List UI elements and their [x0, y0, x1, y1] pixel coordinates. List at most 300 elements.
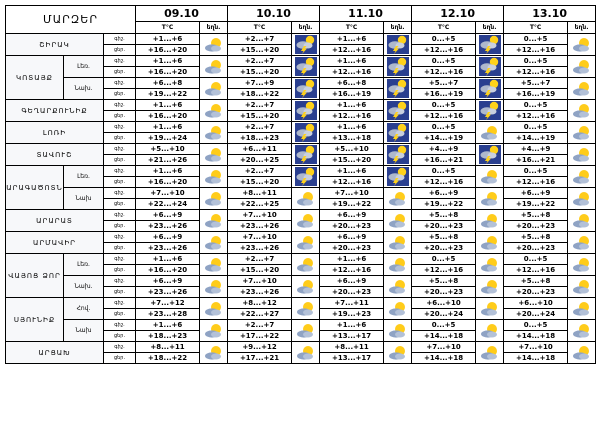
partly-cloudy-icon: [200, 232, 228, 254]
day-temp: +14...+19: [412, 133, 476, 144]
night-label: գիշ.: [104, 166, 136, 177]
partly-cloudy-icon: [292, 342, 320, 364]
date-header: 12.10: [412, 6, 504, 22]
night-temp: +7...+10: [320, 188, 384, 199]
night-temp: +8...+12: [228, 298, 292, 309]
day-temp: +18...+22: [136, 353, 200, 364]
night-label: գիշ.: [104, 78, 136, 89]
partly-cloudy-icon: [200, 320, 228, 342]
night-temp: +7...+10: [228, 232, 292, 243]
night-temp: 0...+5: [504, 320, 568, 331]
night-temp: +6...+8: [320, 78, 384, 89]
partly-cloudy-icon: [200, 276, 228, 298]
day-temp: +12...+16: [320, 111, 384, 122]
weather-header: եղն.: [292, 22, 320, 34]
night-label: գիշ.: [104, 254, 136, 265]
night-temp: +6...+9: [320, 210, 384, 221]
day-temp: +12...+16: [320, 177, 384, 188]
temp-header: T°C: [504, 22, 568, 34]
day-temp: +12...+16: [504, 111, 568, 122]
partly-cloudy-icon: [384, 342, 412, 364]
night-temp: +1...+6: [136, 320, 200, 331]
thunderstorm-icon: [384, 144, 412, 166]
night-temp: +6...+9: [136, 210, 200, 221]
night-temp: +4...+9: [504, 144, 568, 155]
day-temp: +22...+24: [136, 199, 200, 210]
partly-cloudy-icon: [384, 298, 412, 320]
partly-cloudy-icon: [476, 254, 504, 276]
night-temp: +1...+6: [136, 34, 200, 45]
partly-cloudy-icon: [292, 298, 320, 320]
day-temp: +14...+19: [504, 133, 568, 144]
partly-cloudy-icon: [200, 34, 228, 56]
partly-cloudy-icon: [568, 254, 596, 276]
day-temp: +12...+16: [412, 45, 476, 56]
day-temp: +12...+16: [504, 265, 568, 276]
partly-cloudy-icon: [200, 254, 228, 276]
temp-header: T°C: [136, 22, 200, 34]
partly-cloudy-icon: [568, 342, 596, 364]
night-temp: +5...+10: [136, 144, 200, 155]
day-temp: +20...+23: [320, 243, 384, 254]
day-temp: +18...+23: [228, 133, 292, 144]
night-label: գիշ.: [104, 144, 136, 155]
night-temp: +8...+11: [136, 342, 200, 353]
partly-cloudy-icon: [384, 232, 412, 254]
region-name: ՎԱՅՈՑ ՁՈՐ: [6, 254, 64, 298]
night-temp: +1...+6: [320, 34, 384, 45]
partly-cloudy-icon: [568, 100, 596, 122]
subregion-name: Լեռ.: [64, 56, 104, 78]
region-name: ՏԱՎՈՒՇ: [6, 144, 104, 166]
night-temp: +6...+8: [136, 78, 200, 89]
partly-cloudy-icon: [568, 232, 596, 254]
night-temp: +6...+9: [412, 188, 476, 199]
thunderstorm-icon: [476, 34, 504, 56]
day-temp: +20...+23: [504, 243, 568, 254]
partly-cloudy-icon: [476, 166, 504, 188]
night-temp: +5...+7: [504, 78, 568, 89]
partly-cloudy-icon: [568, 56, 596, 78]
partly-cloudy-icon: [476, 276, 504, 298]
night-temp: +2...+7: [228, 34, 292, 45]
day-temp: +23...+26: [228, 243, 292, 254]
table-row: [6, 166, 596, 177]
partly-cloudy-icon: [568, 122, 596, 144]
day-temp: +13...+17: [320, 353, 384, 364]
weather-header: եղն.: [476, 22, 504, 34]
region-name: ԼՈՌԻ: [6, 122, 104, 144]
temp-header: T°C: [320, 22, 384, 34]
date-header: 09.10: [136, 6, 228, 22]
thunderstorm-icon: [476, 56, 504, 78]
subregion-name: Նախ: [64, 320, 104, 342]
weather-header: եղն.: [200, 22, 228, 34]
night-temp: +6...+9: [504, 188, 568, 199]
table-row: [6, 56, 596, 67]
partly-cloudy-icon: [200, 144, 228, 166]
table-row: [6, 276, 596, 287]
date-header: 13.10: [504, 6, 596, 22]
partly-cloudy-icon: [292, 210, 320, 232]
day-temp: +20...+24: [412, 309, 476, 320]
partly-cloudy-icon: [568, 298, 596, 320]
partly-cloudy-icon: [384, 254, 412, 276]
night-temp: +1...+6: [136, 254, 200, 265]
day-temp: +20...+23: [504, 221, 568, 232]
day-temp: +20...+25: [228, 155, 292, 166]
day-temp: +21...+26: [136, 155, 200, 166]
night-temp: +1...+6: [136, 122, 200, 133]
night-temp: +1...+6: [320, 56, 384, 67]
partly-cloudy-icon: [476, 210, 504, 232]
day-temp: +12...+16: [504, 67, 568, 78]
night-temp: +2...+7: [228, 254, 292, 265]
partly-cloudy-icon: [476, 320, 504, 342]
day-label: ցեր.: [104, 309, 136, 320]
night-temp: 0...+5: [412, 56, 476, 67]
day-label: ցեր.: [104, 199, 136, 210]
thunderstorm-icon: [384, 78, 412, 100]
night-label: գիշ.: [104, 210, 136, 221]
night-label: գիշ.: [104, 232, 136, 243]
day-temp: +20...+23: [412, 221, 476, 232]
thunderstorm-icon: [292, 34, 320, 56]
day-label: ցեր.: [104, 89, 136, 100]
night-temp: +6...+10: [504, 298, 568, 309]
day-temp: +20...+23: [412, 287, 476, 298]
day-temp: +19...+24: [136, 133, 200, 144]
night-temp: +2...+7: [228, 56, 292, 67]
night-temp: +5...+8: [412, 232, 476, 243]
day-label: ցեր.: [104, 45, 136, 56]
night-temp: +7...+10: [228, 276, 292, 287]
thunderstorm-icon: [292, 122, 320, 144]
subregion-name: Նախ.: [64, 276, 104, 298]
night-temp: +5...+8: [504, 276, 568, 287]
partly-cloudy-icon: [476, 122, 504, 144]
partly-cloudy-icon: [568, 144, 596, 166]
day-label: ցեր.: [104, 111, 136, 122]
night-temp: +7...+10: [412, 342, 476, 353]
date-header: 10.10: [228, 6, 320, 22]
night-temp: 0...+5: [412, 122, 476, 133]
day-label: ցեր.: [104, 177, 136, 188]
region-name: ԳԵՂԱՐՔՈՒՆԻՔ: [6, 100, 104, 122]
temp-header: T°C: [228, 22, 292, 34]
partly-cloudy-icon: [200, 122, 228, 144]
thunderstorm-icon: [384, 34, 412, 56]
day-label: ցեր.: [104, 155, 136, 166]
table-row: [6, 342, 596, 353]
day-temp: +22...+25: [228, 199, 292, 210]
day-temp: +12...+16: [320, 67, 384, 78]
thunderstorm-icon: [476, 144, 504, 166]
table-row: [6, 100, 596, 111]
night-temp: +5...+7: [412, 78, 476, 89]
day-temp: +19...+22: [320, 199, 384, 210]
night-label: գիշ.: [104, 56, 136, 67]
night-temp: +1...+6: [136, 166, 200, 177]
day-temp: +19...+22: [504, 199, 568, 210]
day-temp: +20...+23: [412, 243, 476, 254]
night-temp: +6...+11: [228, 144, 292, 155]
partly-cloudy-icon: [200, 166, 228, 188]
date-header: 11.10: [320, 6, 412, 22]
night-temp: 0...+5: [504, 122, 568, 133]
day-temp: +23...+26: [228, 221, 292, 232]
temp-header: T°C: [412, 22, 476, 34]
night-label: գիշ.: [104, 320, 136, 331]
night-temp: +5...+10: [320, 144, 384, 155]
day-temp: +20...+24: [504, 309, 568, 320]
night-temp: 0...+5: [412, 34, 476, 45]
partly-cloudy-icon: [200, 56, 228, 78]
day-temp: +14...+18: [504, 331, 568, 342]
night-temp: +1...+6: [320, 320, 384, 331]
day-temp: +16...+20: [136, 111, 200, 122]
day-temp: +14...+18: [504, 353, 568, 364]
night-temp: +6...+9: [320, 276, 384, 287]
day-temp: +16...+20: [136, 265, 200, 276]
partly-cloudy-icon: [200, 342, 228, 364]
day-temp: +15...+20: [320, 155, 384, 166]
day-temp: +17...+22: [228, 331, 292, 342]
day-temp: +12...+16: [412, 67, 476, 78]
table-row: [6, 210, 596, 221]
night-temp: +2...+7: [228, 100, 292, 111]
day-temp: +16...+19: [412, 89, 476, 100]
partly-cloudy-icon: [568, 166, 596, 188]
night-label: գիշ.: [104, 122, 136, 133]
table-row: [6, 144, 596, 155]
day-temp: +19...+22: [136, 89, 200, 100]
day-temp: +16...+20: [136, 177, 200, 188]
thunderstorm-icon: [384, 100, 412, 122]
partly-cloudy-icon: [568, 210, 596, 232]
day-temp: +23...+26: [228, 287, 292, 298]
day-temp: +23...+28: [136, 309, 200, 320]
night-temp: +5...+8: [412, 276, 476, 287]
table-row: [6, 232, 596, 243]
night-temp: +7...+9: [228, 78, 292, 89]
day-temp: +12...+16: [320, 265, 384, 276]
night-temp: +7...+12: [136, 298, 200, 309]
day-label: ցեր.: [104, 67, 136, 78]
region-name: ԱՐԱԳԱԾՈՏՆ: [6, 166, 64, 210]
night-temp: +7...+11: [320, 298, 384, 309]
day-temp: +16...+19: [504, 89, 568, 100]
subregion-name: Լեռ.: [64, 166, 104, 188]
partly-cloudy-icon: [200, 78, 228, 100]
partly-cloudy-icon: [292, 320, 320, 342]
day-temp: +20...+23: [320, 221, 384, 232]
day-temp: +23...+26: [136, 287, 200, 298]
thunderstorm-icon: [384, 56, 412, 78]
day-temp: +20...+23: [504, 287, 568, 298]
thunderstorm-icon: [292, 144, 320, 166]
subregion-name: Հով.: [64, 298, 104, 320]
partly-cloudy-icon: [568, 276, 596, 298]
partly-cloudy-icon: [384, 188, 412, 210]
partly-cloudy-icon: [200, 210, 228, 232]
day-label: ցեր.: [104, 287, 136, 298]
thunderstorm-icon: [292, 78, 320, 100]
day-temp: +19...+22: [412, 199, 476, 210]
partly-cloudy-icon: [384, 320, 412, 342]
night-temp: 0...+5: [412, 254, 476, 265]
table-row: [6, 254, 596, 265]
day-temp: +13...+18: [320, 133, 384, 144]
day-temp: +15...+20: [228, 111, 292, 122]
night-temp: +8...+11: [320, 342, 384, 353]
day-temp: +16...+21: [412, 155, 476, 166]
region-name: ԱՐՄԱՎԻՐ: [6, 232, 104, 254]
table-row: [6, 320, 596, 331]
region-name: ՍՅՈՒՆԻՔ: [6, 298, 64, 342]
partly-cloudy-icon: [200, 188, 228, 210]
day-label: ցեր.: [104, 221, 136, 232]
partly-cloudy-icon: [200, 100, 228, 122]
thunderstorm-icon: [384, 122, 412, 144]
subregion-name: Լեռ.: [64, 254, 104, 276]
day-temp: +14...+18: [412, 353, 476, 364]
partly-cloudy-icon: [568, 34, 596, 56]
partly-cloudy-icon: [476, 188, 504, 210]
thunderstorm-icon: [476, 78, 504, 100]
night-label: գիշ.: [104, 298, 136, 309]
day-temp: +22...+27: [228, 309, 292, 320]
forecast-table: [5, 5, 596, 364]
region-name: ՇԻՐԱԿ: [6, 34, 104, 56]
night-temp: +1...+6: [320, 254, 384, 265]
night-temp: 0...+5: [412, 100, 476, 111]
thunderstorm-icon: [384, 166, 412, 188]
day-temp: +18...+22: [228, 89, 292, 100]
day-temp: +16...+20: [136, 67, 200, 78]
weather-header: եղն.: [384, 22, 412, 34]
partly-cloudy-icon: [476, 342, 504, 364]
partly-cloudy-icon: [568, 188, 596, 210]
day-label: ցեր.: [104, 331, 136, 342]
partly-cloudy-icon: [384, 210, 412, 232]
day-temp: +17...+21: [228, 353, 292, 364]
day-temp: +18...+23: [136, 331, 200, 342]
day-label: ցեր.: [104, 133, 136, 144]
night-temp: 0...+5: [504, 166, 568, 177]
day-label: ցեր.: [104, 265, 136, 276]
night-temp: +1...+6: [320, 100, 384, 111]
night-temp: 0...+5: [504, 56, 568, 67]
partly-cloudy-icon: [568, 320, 596, 342]
partly-cloudy-icon: [292, 188, 320, 210]
table-title: ՄԱՐԶԵՐ: [6, 6, 136, 34]
night-temp: +2...+7: [228, 320, 292, 331]
day-temp: +16...+19: [320, 89, 384, 100]
day-temp: +12...+16: [412, 111, 476, 122]
night-temp: +6...+9: [136, 232, 200, 243]
partly-cloudy-icon: [292, 232, 320, 254]
night-temp: +1...+6: [136, 56, 200, 67]
night-temp: +6...+10: [412, 298, 476, 309]
partly-cloudy-icon: [200, 298, 228, 320]
night-temp: +5...+8: [412, 210, 476, 221]
night-temp: 0...+5: [412, 166, 476, 177]
day-temp: +12...+16: [320, 45, 384, 56]
day-temp: +15...+20: [228, 45, 292, 56]
region-name: ԱՐԱՐԱՏ: [6, 210, 104, 232]
partly-cloudy-icon: [568, 78, 596, 100]
weather-header: եղն.: [568, 22, 596, 34]
table-row: [6, 298, 596, 309]
day-label: ցեր.: [104, 353, 136, 364]
night-temp: +7...+10: [504, 342, 568, 353]
night-temp: +1...+6: [320, 122, 384, 133]
table-row: [6, 34, 596, 45]
table-row: [6, 78, 596, 89]
partly-cloudy-icon: [292, 276, 320, 298]
night-temp: +1...+6: [136, 100, 200, 111]
thunderstorm-icon: [476, 100, 504, 122]
night-temp: +2...+7: [228, 122, 292, 133]
night-temp: +1...+6: [320, 166, 384, 177]
day-temp: +12...+16: [504, 45, 568, 56]
day-temp: +14...+18: [412, 331, 476, 342]
table-row: [6, 122, 596, 133]
region-name: ԿՈՏԱՅՔ: [6, 56, 64, 100]
night-temp: +8...+11: [228, 188, 292, 199]
day-temp: +12...+16: [504, 177, 568, 188]
night-temp: +9...+12: [228, 342, 292, 353]
day-temp: +13...+17: [320, 331, 384, 342]
night-temp: 0...+5: [412, 320, 476, 331]
day-temp: +12...+16: [412, 265, 476, 276]
night-temp: +5...+8: [504, 232, 568, 243]
night-label: գիշ.: [104, 276, 136, 287]
night-label: գիշ.: [104, 342, 136, 353]
thunderstorm-icon: [292, 100, 320, 122]
day-temp: +15...+20: [228, 177, 292, 188]
region-name: ԱՐՑԱԽ: [6, 342, 104, 364]
day-temp: +16...+21: [504, 155, 568, 166]
partly-cloudy-icon: [292, 254, 320, 276]
night-temp: +5...+8: [504, 210, 568, 221]
day-temp: +15...+20: [228, 67, 292, 78]
night-temp: +6...+9: [136, 276, 200, 287]
day-temp: +12...+16: [412, 177, 476, 188]
table-row: [6, 188, 596, 199]
night-temp: +7...+10: [136, 188, 200, 199]
subregion-name: Նախ: [64, 188, 104, 210]
subregion-name: Նախ.: [64, 78, 104, 100]
night-temp: 0...+5: [504, 254, 568, 265]
day-temp: +20...+23: [320, 287, 384, 298]
day-temp: +16...+20: [136, 45, 200, 56]
night-label: գիշ.: [104, 100, 136, 111]
night-label: գիշ.: [104, 188, 136, 199]
day-temp: +23...+26: [136, 221, 200, 232]
night-temp: 0...+5: [504, 100, 568, 111]
night-temp: 0...+5: [504, 34, 568, 45]
partly-cloudy-icon: [384, 276, 412, 298]
day-temp: +15...+20: [228, 265, 292, 276]
thunderstorm-icon: [292, 56, 320, 78]
night-temp: +4...+9: [412, 144, 476, 155]
day-temp: +23...+26: [136, 243, 200, 254]
night-temp: +2...+7: [228, 166, 292, 177]
night-temp: +7...+10: [228, 210, 292, 221]
partly-cloudy-icon: [476, 232, 504, 254]
